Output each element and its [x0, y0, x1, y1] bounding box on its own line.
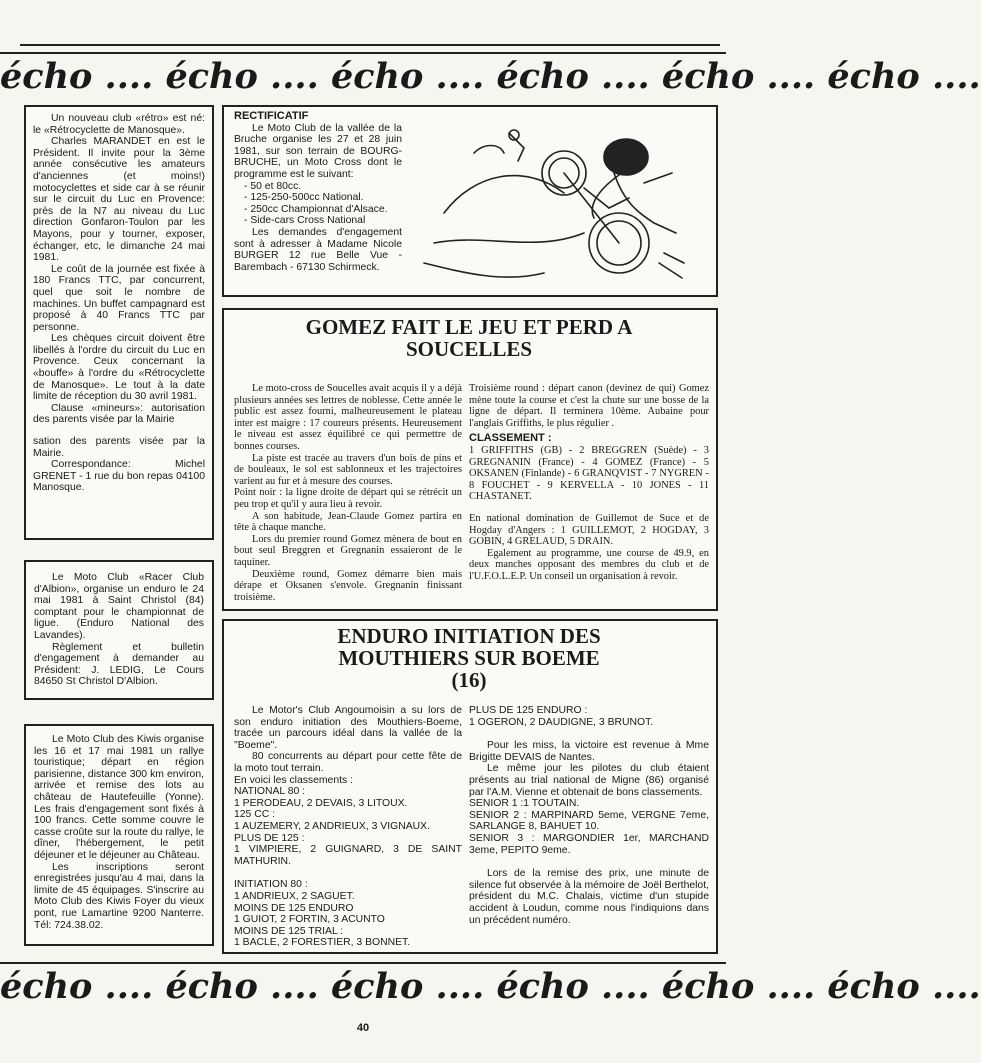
gomez-final: Egalement au programme, une course de 49.9, en deux manches opposant des membres du club et de l'U.F.O.L.E.P. Un conseil un organisation à revoir. [469, 547, 709, 582]
gomez-national: En national domination de Guillemot de Suce et de Hogday d'Angers : 1 GUILLEMOT, 2 HOGDAY, 3 GOBIN, 4 GRELAUD, 5 DRAIN. [469, 512, 709, 548]
enduro-col2-line-1: PLUS DE 125 ENDURO : [469, 705, 588, 716]
enduro-col2-line-10: Lors de la remise des prix, une minute de silence fut observée à la mémoire de Joël Berthelot, président du M.C. Chalais, victime d'un stupide accident à Loudun, comme nous l'indiquions dans un précédent numéro. [469, 868, 709, 926]
gomez-col1-p1: Le moto-cross de Soucelles avait acquis il y a déjà plusieurs années ses lettres de noblesse. Cette année le public est assez fourni, malheureusement le plateau inter est maigre : 17 coureurs présents. Heureusement le niveau est assez équilibré ce qui permettre de bonnes courses. [234, 383, 462, 452]
albion-p2: Règlement et bulletin d'engagement à demander au Président: J. LEDIG, Le Cours 84650 St Christol D'Albion. [34, 641, 204, 688]
enduro-col2-line-5: Le même jour les pilotes du club étaient présents au trial national de Migne (86) organisé par l'A.M. Vienne et obtenait de bons classements. [469, 763, 709, 798]
enduro-col1-line-5: 1 PERODEAU, 2 DEVAIS, 3 LITOUX. [234, 797, 408, 809]
enduro-col1-line-1: Le Motor's Club Angoumoisin a su lors de son enduro initiation des Mouthiers-Boeme, tracée un parcours idéal dans la vallée de la "Boeme". [234, 705, 462, 751]
enduro-article-box [222, 619, 718, 954]
rectificatif-item-2: - 125-250-500cc National. [244, 192, 364, 204]
enduro-col1-line-2: 80 concurrents au départ pour cette fête de la moto tout terrain. [234, 751, 462, 774]
kiwis-box [24, 724, 214, 946]
retro-p3: Le coût de la journée est fixée à 180 Francs TTC, par concurrent, quel que soit le nombre de machines. Un buffet campagnard est proposé à 40 Francs TTC par personne. [33, 263, 205, 333]
enduro-col2-line-4: Pour les miss, la victoire est revenue à Mme Brigitte DEVAIS de Nantes. [469, 740, 709, 763]
enduro-col1-line-8: PLUS DE 125 : [234, 832, 305, 844]
retro-box [24, 105, 214, 540]
enduro-col1-line-7: 1 AUZEMERY, 2 ANDRIEUX, 3 VIGNAUX. [234, 820, 430, 832]
rectificatif-item-1: - 50 et 80cc. [244, 180, 302, 192]
enduro-col2-line-9 [469, 856, 709, 868]
enduro-col1-line-16: 1 BACLE, 2 FORESTIER, 3 BONNET. [234, 937, 411, 949]
retro-p5: Clause «mineurs»: autorisation des parents visée par la Mairie [33, 402, 205, 426]
rectificatif-box [222, 105, 718, 297]
albion-box [24, 560, 214, 700]
retro-p2: Charles MARANDET en est le Président. Il invite pour la 3ème année consécutive les amateurs d'anciennes (et moins!) motocyclettes et side car à se réunir sur le circuit du Luc en Provence: près de la N7 au niveau du Luc direction Gonfaron-Toulon par les Mayons, pour y tourner, exposer, échanger, etc, le dimanche 24 mai 1981. [33, 136, 205, 264]
enduro-col2-line-2: 1 OGERON, 2 DAUDIGNE, 3 BRUNOT. [469, 716, 654, 728]
enduro-col2-line-3 [469, 728, 709, 740]
gomez-col1-p6: Deuxième round, Gomez démarre bien mais dérape et Oksanen s'envole. Gregnanin finissant troisième. [234, 568, 462, 603]
page-number: 40 [356, 1022, 370, 1034]
retro-p7: Correspondance: Michel GRENET - 1 rue du bon repas 04100 Manosque. [33, 459, 205, 494]
enduro-col1-line-14: 1 GUIOT, 2 FORTIN, 3 ACUNTO [234, 914, 385, 926]
enduro-col2-line-7: SENIOR 2 : MARPINARD 5eme, VERGNE 7eme, SARLANGE 8, BAHUET 10. [469, 809, 709, 833]
gomez-col2-p1: Troisième round : départ canon (devinez de qui) Gomez mène toute la course et c'est la chute sur une bosse de la ligne de départ. Il terminera 10ème. Aubaine pour l'anglais Griffiths, le plus régulier . [469, 383, 709, 429]
retro-p1: Un nouveau club «rétro» est né: le «Rétrocyclette de Manosque». [33, 113, 205, 136]
enduro-col2-line-8: SENIOR 3 : MARGONDIER 1er, MARCHAND 3eme, PEPITO 9eme. [469, 832, 709, 856]
albion-p1: Le Moto Club «Racer Club d'Albion», organise un enduro le 24 mai 1981 à Saint Christol (84) comptant pour le championnat de ligue. (Enduro National des Lavandes). [34, 572, 204, 641]
enduro-col1-line-13: MOINS DE 125 ENDURO [234, 902, 354, 914]
echo-banner-bottom: écho .... écho .... écho .... écho .... écho .... écho .... [0, 962, 726, 1010]
gomez-col1-p5: Lors du premier round Gomez mènera de bout en bout seul Breggren et Gregnanin essaieront de le taquiner. [234, 533, 462, 568]
gomez-classement-label: CLASSEMENT : [469, 432, 552, 445]
rectificatif-item-3: - 250cc Championnat d'Alsace. [244, 203, 388, 215]
top-rule [20, 44, 720, 46]
enduro-title: ENDURO INITIATION DES MOUTHIERS SUR BOEME (16) [337, 624, 601, 692]
enduro-col1-line-10 [234, 867, 462, 879]
enduro-col1-line-11: INITIATION 80 : [234, 879, 308, 891]
enduro-col1-line-6: 125 CC : [234, 809, 276, 821]
enduro-col1-line-12: 1 ANDRIEUX, 2 SAGUET. [234, 890, 355, 902]
echo-banner-top: écho .... écho .... écho .... écho .... écho .... écho .... [0, 52, 726, 100]
retro-p6: sation des parents visée par la Mairie. [33, 436, 205, 459]
rectificatif-p2: Les demandes d'engagement sont à adresser à Madame Nicole BURGER 12 rue Belle Vue - Barembach - 67130 Schirmeck. [234, 226, 402, 273]
kiwis-p2: Les inscriptions seront enregistrées jusqu'au 4 mai, dans la limite de 45 équipages. S'inscrire au Moto Club des Kiwis Foyer du vieux pont, rue Lamartine 9200 Nanterre. Tél: 724.38.02. [34, 861, 204, 931]
enduro-col1-line-4: NATIONAL 80 : [234, 786, 306, 798]
enduro-col1-line-15: MOINS DE 125 TRIAL : [234, 925, 344, 937]
kiwis-p1: Le Moto Club des Kiwis organise les 16 et 17 mai 1981 un rallye touristique; départ en région parisienne, distance 300 km environ, arrivée et remise des lots au château de Hautefeuille (Yonne). Les frais d'engagement sont fixés à 100 francs. Cette somme couvre le casse croûte sur la route du rallye, le dîner, l'hébergement, le petit déjeuner et le déjeuner au Château. [34, 734, 204, 861]
gomez-article-box [222, 308, 718, 611]
rectificatif-title: RECTIFICATIF [234, 110, 309, 122]
gomez-col1-p3: Point noir : la ligne droite de départ qui se rétrécit un peu trop et qu'il y aura lieu à revoir. [234, 487, 462, 510]
enduro-col2-line-6: SENIOR 1 :1 TOUTAIN. [469, 798, 580, 810]
motocross-cartoon-illustration [414, 113, 710, 291]
enduro-col1-line-9: 1 VIMPIERE, 2 GUIGNARD, 3 DE SAINT MATHURIN. [234, 844, 462, 867]
gomez-title: GOMEZ FAIT LE JEU ET PERD A SOUCELLES [305, 315, 633, 361]
rectificatif-p1: Le Moto Club de la vallée de la Bruche organise les 27 et 28 juin 1981, sur son terrain de BOURG-BRUCHE, un Moto Cross dont le programme est le suivant: [234, 122, 402, 180]
rectificatif-item-4: - Side-cars Cross National [244, 215, 366, 227]
gomez-col1-p2: La piste est tracée au travers d'un bois de pins et de bouleaux, le sol est sablonneux et les trajectoires varient au fur et à mesure des courses. [234, 452, 462, 487]
gomez-col1-p4: A son habitude, Jean-Claude Gomez partira en tête à chaque manche. [234, 510, 462, 534]
enduro-col1-line-3: En voici les classements : [234, 774, 353, 786]
gomez-classement: 1 GRIFFITHS (GB) - 2 BREGGREN (Suède) - 3 GREGNANIN (France) - 4 GOMEZ (France) - 5 OKSANEN (Finlande) - 6 GRANQVIST - 7 NYGREN - 8 FOUCHET - 9 KERVELLA - 10 JONES - 11 CHASTANET. [469, 444, 709, 503]
retro-p4: Les chèques circuit doivent être libellés à l'ordre du circuit du Luc en Provence. Ceux concernant la «bouffe» à l'ordre du «Rétrocyclette de Manosque». Le tout à la date limite de réception du 30 avril 1981. [33, 333, 205, 403]
